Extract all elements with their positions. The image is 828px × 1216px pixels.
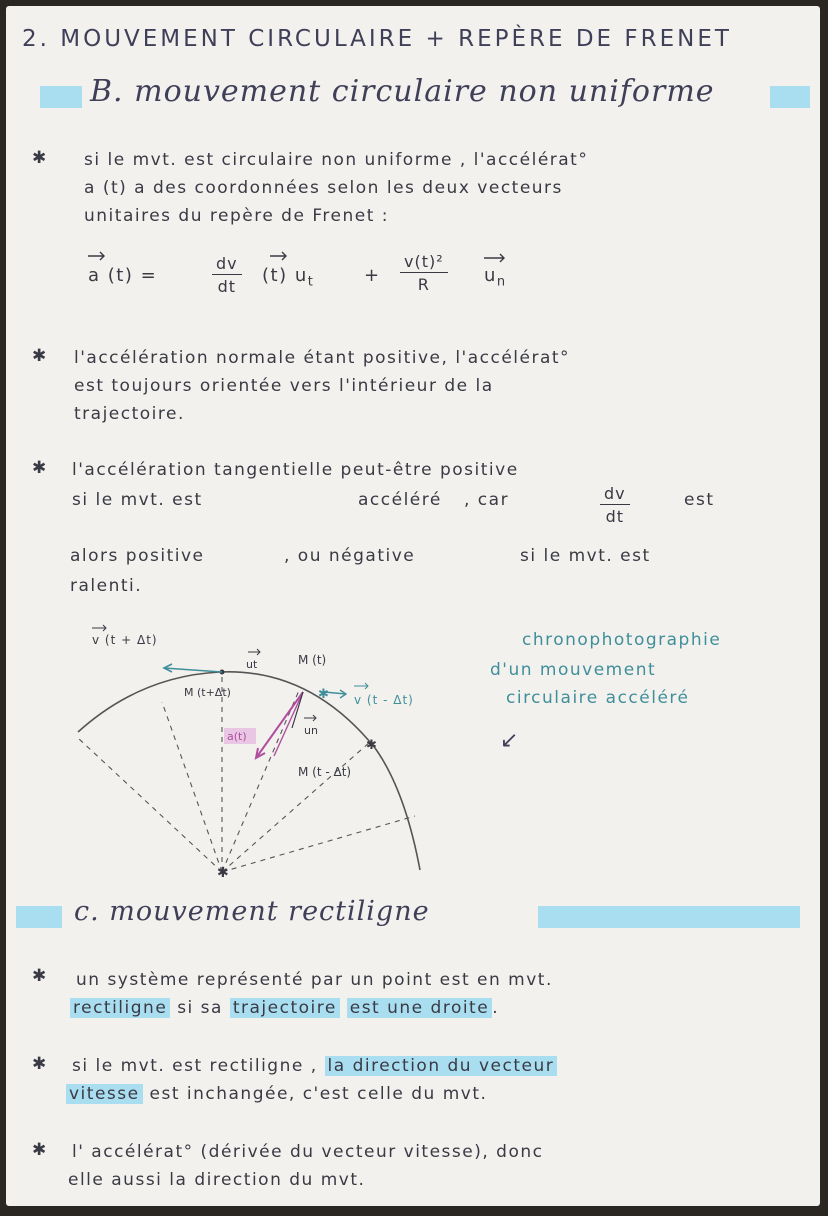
formula-den1: dt [217, 277, 237, 296]
p4-line2 [70, 998, 499, 1018]
p3-line3a: alors positive [70, 546, 205, 566]
note-arrow: ↙ [500, 728, 520, 753]
bullet-star: ✱ [32, 1140, 47, 1160]
p2-line2: est toujours orientée vers l'intérieur de la [74, 376, 494, 396]
p3-frac-num: dv [600, 484, 630, 505]
formula-ut: (t) u [262, 265, 308, 286]
bullet-star: ✱ [32, 966, 47, 986]
vector-arrow-mark [354, 683, 368, 689]
formula-num1: dv [212, 254, 242, 275]
p4-period: . [492, 998, 500, 1018]
label-m-t-plus: M (t+Δt) [184, 686, 231, 699]
highlight-band [770, 86, 810, 108]
p3-line3b: , ou négative [284, 546, 416, 566]
p4-trajectoire: trajectoire [230, 998, 340, 1018]
p2-line3: trajectoire. [74, 404, 185, 424]
note-line2: d'un mouvement [490, 660, 657, 680]
formula-un [484, 265, 506, 290]
formula-lhs: a (t) = [88, 265, 158, 286]
center-mark: ✱ [217, 865, 229, 881]
p3-line1: l'accélération tangentielle peut-être positive [72, 460, 519, 480]
highlight-band [538, 906, 800, 928]
formula-num2: v(t)² [400, 252, 448, 273]
acceleration-arrow [256, 692, 303, 758]
acceleration-component [274, 692, 303, 756]
bullet-star: ✱ [32, 346, 47, 366]
formula-vector-arrows [84, 246, 524, 266]
p5-line2a: vitesse [66, 1084, 143, 1104]
p6-line1: l' accélérat° (dérivée du vecteur vitesse), donc [72, 1142, 544, 1162]
p1-line2: a (t) a des coordonnées selon les deux vecteurs [84, 178, 563, 198]
label-a-t: a(t) [227, 730, 247, 743]
formula-mid [262, 265, 314, 290]
highlight-band [40, 86, 82, 108]
vector-arrow-mark [304, 715, 316, 721]
p3-line2d: est [684, 490, 715, 510]
p4-line1: un système représenté par un point est en mvt. [76, 970, 553, 990]
p3-line4: ralenti. [70, 576, 143, 596]
section-b-title: B. mouvement circulaire non uniforme [90, 74, 715, 109]
highlight-band [16, 906, 62, 928]
label-m-t-minus: M (t - Δt) [298, 765, 352, 779]
velocity-arrow-t-plus [164, 664, 222, 672]
label-un: un [304, 724, 318, 737]
bullet-star: ✱ [32, 1054, 47, 1074]
p5-line1b: la direction du vecteur [325, 1056, 558, 1076]
vector-arrow-mark [92, 625, 106, 631]
p5-line2 [66, 1084, 487, 1104]
p5-line1a: si le mvt. est rectiligne , [72, 1056, 318, 1076]
p4-droite: est une droite [347, 998, 492, 1018]
formula-u: u [484, 265, 497, 286]
p1-line1: si le mvt. est circulaire non uniforme , l'accélérat° [84, 150, 589, 170]
note-line1: chronophotographie [522, 630, 722, 650]
circular-motion-diagram [60, 620, 480, 890]
point-m-t-minus: ✱ [366, 738, 377, 753]
label-ut: ut [246, 658, 258, 671]
p6-line2: elle aussi la direction du mvt. [68, 1170, 366, 1190]
p3-line2a: si le mvt. est [72, 490, 203, 510]
p1-line3: unitaires du repère de Frenet : [84, 206, 389, 226]
vector-arrow-mark [248, 649, 260, 655]
note-line3: circulaire accéléré [506, 688, 690, 708]
p4-rectiligne: rectiligne [70, 998, 170, 1018]
label-v-t-plus: v (t + Δt) [92, 633, 158, 647]
formula-den2: R [417, 275, 430, 294]
label-v-t-minus: v (t - Δt) [354, 693, 414, 707]
p4-si-sa: si sa [177, 998, 223, 1018]
label-m-t: M (t) [298, 653, 327, 667]
bullet-star: ✱ [32, 458, 47, 478]
p3-line3c: si le mvt. est [520, 546, 651, 566]
p5-line1 [72, 1056, 557, 1076]
p3-line2b: accéléré [358, 490, 442, 510]
p3-frac-den: dt [605, 507, 625, 526]
p3-fraction [600, 484, 630, 526]
section-c-title: c. mouvement rectiligne [74, 896, 430, 927]
bullet-star: ✱ [32, 148, 47, 168]
formula-sub-t: t [307, 274, 314, 290]
point-m-t: ✱ [318, 687, 329, 702]
p2-line1: l'accélération normale étant positive, l'accélérat° [74, 348, 571, 368]
un-arrow [292, 692, 303, 728]
formula-sub-n: n [496, 274, 507, 290]
p3-line2c: , car [464, 490, 510, 510]
p5-line2b: est inchangée, c'est celle du mvt. [149, 1084, 488, 1104]
page-title: 2. MOUVEMENT CIRCULAIRE + REPÈRE DE FRENET [22, 26, 732, 52]
formula-plus: + [364, 265, 381, 286]
